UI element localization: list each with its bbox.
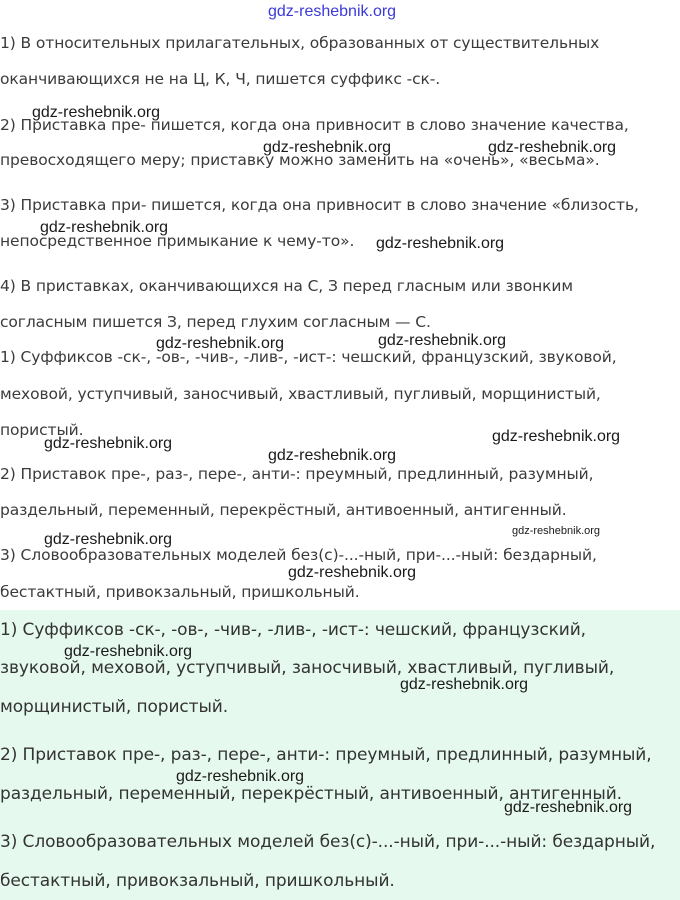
answer-box-line: звуковой, меховой, уступчивый, заносчивый, хвастливый, пугливый, — [0, 658, 615, 678]
answer-line: 1) Суффиксов -ск-, -ов-, -чив-, -лив-, -ист-: чешский, французский, звуковой, — [0, 348, 617, 366]
theory-line: 2) Приставка пре- пишется, когда она привносит в слово значение качества, — [0, 116, 629, 134]
watermark-text: gdz-reshebnik.org — [268, 447, 397, 464]
watermark-text: gdz-reshebnik.org — [44, 531, 173, 548]
theory-line: оканчивающихся не на Ц, К, Ч, пишется суффикс -ск-. — [0, 70, 441, 88]
theory-line: 4) В приставках, оканчивающихся на С, З перед гласным или звонким — [0, 277, 573, 295]
watermark-text: gdz-reshebnik.org — [504, 799, 633, 816]
theory-line: согласным пишется З, перед глухим согласным — С. — [0, 313, 431, 331]
watermark-text: gdz-reshebnik.org — [288, 564, 417, 581]
watermark-text: gdz-reshebnik.org — [32, 104, 161, 121]
answer-line: 3) Словообразовательных моделей без(с)-...-ный, при-...-ный: бездарный, — [0, 546, 597, 564]
watermark-text: gdz-reshebnik.org — [176, 768, 305, 785]
watermark-text: gdz-reshebnik.org — [400, 676, 529, 693]
answer-box-line: раздельный, переменный, перекрёстный, антивоенный, антигенный. — [0, 784, 622, 804]
watermark-text: gdz-reshebnik.org — [492, 428, 621, 445]
watermark-text: gdz-reshebnik.org — [376, 235, 505, 252]
answer-line: пористый. — [0, 421, 84, 439]
answer-line: меховой, уступчивый, заносчивый, хвастливый, пугливый, морщинистый, — [0, 385, 601, 403]
theory-line: 3) Приставка при- пишется, когда она привносит в слово значение «близость, — [0, 196, 639, 214]
watermark-text: gdz-reshebnik.org — [64, 643, 193, 660]
answer-box-line: морщинистый, пористый. — [0, 697, 229, 717]
answer-box-line: 2) Приставок пре-, раз-, пере-, анти-: преумный, предлинный, разумный, — [0, 745, 652, 765]
answer-line: бестактный, привокзальный, пришкольный. — [0, 583, 360, 601]
watermark-text: gdz-reshebnik.org — [44, 435, 173, 452]
answer-line: раздельный, переменный, перекрёстный, антивоенный, антигенный. — [0, 501, 567, 519]
answer-box-line: бестактный, привокзальный, пришкольный. — [0, 871, 395, 891]
theory-line: превосходящего меру; приставку можно заменить на «очень», «весьма». — [0, 151, 600, 169]
answer-line: 2) Приставок пре-, раз-, пере-, анти-: преумный, предлинный, разумный, — [0, 465, 594, 483]
watermark-text: gdz-reshebnik.org — [512, 525, 601, 537]
watermark-text: gdz-reshebnik.org — [156, 335, 285, 352]
watermark-text: gdz-reshebnik.org — [40, 219, 169, 236]
answer-box-line: 3) Словообразовательных моделей без(с)-...-ный, при-...-ный: бездарный, — [0, 832, 656, 852]
watermark-text: gdz-reshebnik.org — [268, 3, 397, 20]
watermark-text: gdz-reshebnik.org — [378, 332, 507, 349]
theory-line: 1) В относительных прилагательных, образованных от существительных — [0, 34, 600, 52]
watermark-text: gdz-reshebnik.org — [488, 139, 617, 156]
answer-box-line: 1) Суффиксов -ск-, -ов-, -чив-, -лив-, -ист-: чешский, французский, — [0, 620, 586, 640]
watermark-text: gdz-reshebnik.org — [263, 139, 392, 156]
theory-line: непосредственное примыкание к чему-то». — [0, 232, 355, 250]
